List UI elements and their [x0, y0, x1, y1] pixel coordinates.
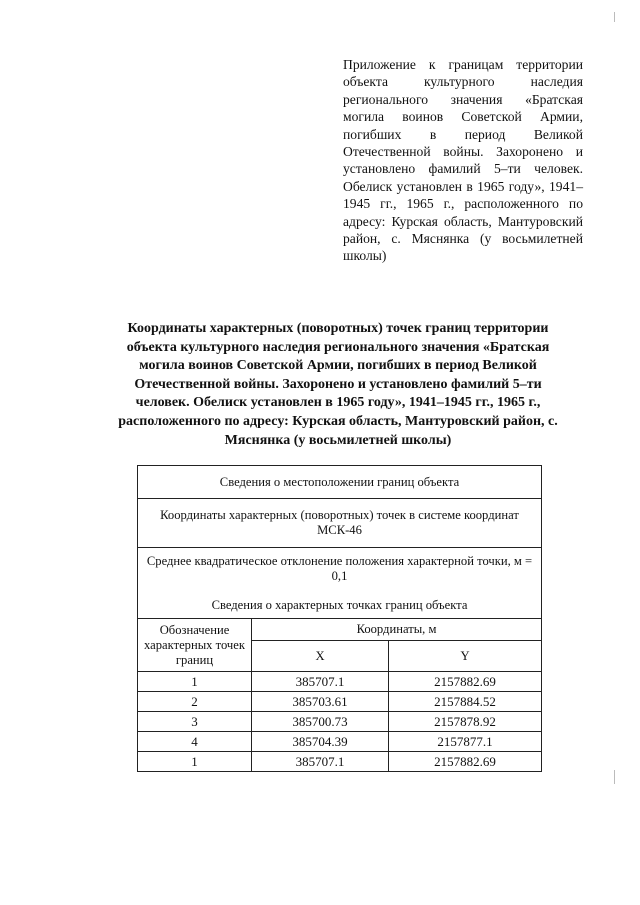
table-header-location: Сведения о местоположении границ объекта [138, 466, 542, 499]
table-row [138, 712, 542, 732]
point-y: 2157884.52 [389, 692, 542, 712]
points-info-text: Сведения о характерных точках границ объекта [211, 597, 468, 612]
point-number: 3 [138, 712, 252, 732]
table-row [138, 732, 542, 752]
scan-edge-mark [614, 12, 615, 22]
point-y: 2157882.69 [389, 672, 542, 692]
scan-edge-mark [614, 770, 615, 784]
document-title: Координаты характерных (поворотных) точек границ территории объекта культурного наследия регионального значения «Братская могила воинов Советской Армии, погибших в период Великой Отечественной войны. Захоронено и установлено фамилий 5–ти человек. Обелиск установлен в 1965 году», 1941–1945 гг., 1965 г., расположенного по адресу: Курская область, Мантуровский район, с. Мяснянка (у восьмилетней школы) [118, 321, 558, 448]
point-number: 1 [138, 752, 252, 772]
coordinates-table [137, 465, 542, 772]
column-header-coordinates: Координаты, м [252, 619, 542, 641]
deviation-text: Среднее квадратическое отклонение положения характерной точки, м = 0,1 [146, 553, 533, 583]
column-header-y: Y [389, 641, 542, 672]
point-x: 385707.1 [252, 752, 389, 772]
column-header-x: X [252, 641, 389, 672]
point-y: 2157877.1 [389, 732, 542, 752]
point-x: 385703.61 [252, 692, 389, 712]
point-x: 385700.73 [252, 712, 389, 732]
appendix-note: Приложение к границам территории объекта культурного наследия регионального значения «Братская могила воинов Советской Армии, погибших в период Великой Отечественной войны. Захоронено и установлено фамилий 5–ти человек. Обелиск установлен в 1965 году», 1941–1945 гг., 1965 г., расположенного по адресу: Курская область, Мантуровский район, с. Мяснянка (у восьмилетней школы) [343, 57, 583, 264]
point-x: 385707.1 [252, 672, 389, 692]
point-y: 2157882.69 [389, 752, 542, 772]
table-row [138, 672, 542, 692]
point-number: 2 [138, 692, 252, 712]
point-number: 4 [138, 732, 252, 752]
table-row [138, 692, 542, 712]
column-header-designation: Обозначение характерных точек границ [138, 619, 252, 672]
point-number: 1 [138, 672, 252, 692]
table-row [138, 752, 542, 772]
table-header-coordinate-system: Координаты характерных (поворотных) точек в системе координат МСК-46 [138, 499, 542, 548]
point-y: 2157878.92 [389, 712, 542, 732]
table-deviation-cell [138, 548, 542, 619]
point-x: 385704.39 [252, 732, 389, 752]
